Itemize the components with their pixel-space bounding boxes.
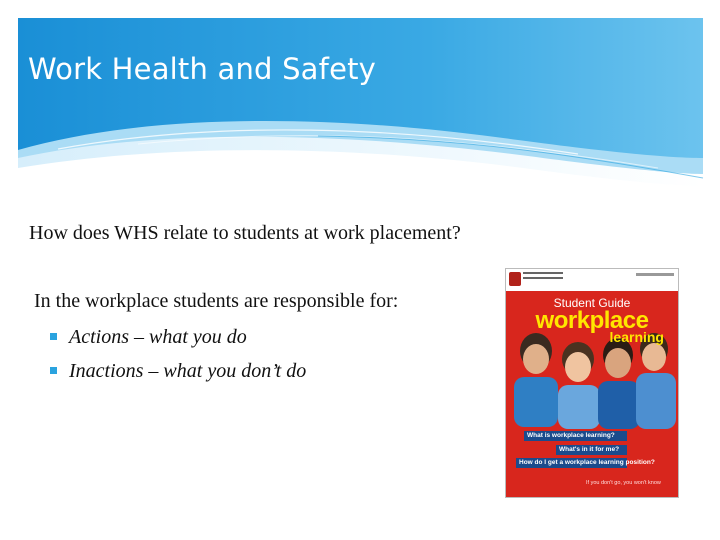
cover-footer-text: If you don't go, you won't know (586, 480, 661, 486)
square-bullet-icon (50, 333, 57, 340)
student-guide-cover-image (505, 268, 679, 498)
cover-learning-label: learning (609, 329, 664, 345)
cover-org-lines (523, 272, 563, 282)
cover-workplace-label: workplace (535, 307, 649, 334)
title-banner (18, 18, 703, 193)
list-item (50, 324, 306, 358)
cover-band-1: What is workplace learning? (524, 431, 627, 441)
responsibility-list (50, 324, 306, 392)
cover-edition-line (636, 273, 674, 276)
square-bullet-icon (50, 367, 57, 374)
responsible-intro: In the workplace students are responsible for: (34, 290, 399, 312)
slide-title: Work Health and Safety (28, 52, 377, 86)
cover-band-3: How do I get a workplace learning position? (516, 458, 627, 468)
list-item (50, 358, 306, 392)
list-item-text: Inactions – what you don’t do (69, 360, 307, 382)
cover-guide-label: Student Guide (553, 296, 631, 310)
students-photo-graphic (506, 329, 678, 439)
government-logo-icon (509, 272, 521, 286)
question-text: How does WHS relate to students at work placement? (29, 222, 461, 244)
list-item-text: Actions – what you do (69, 326, 247, 348)
banner-wave-graphic (18, 18, 703, 193)
cover-band-2: What's in it for me? (556, 445, 627, 455)
